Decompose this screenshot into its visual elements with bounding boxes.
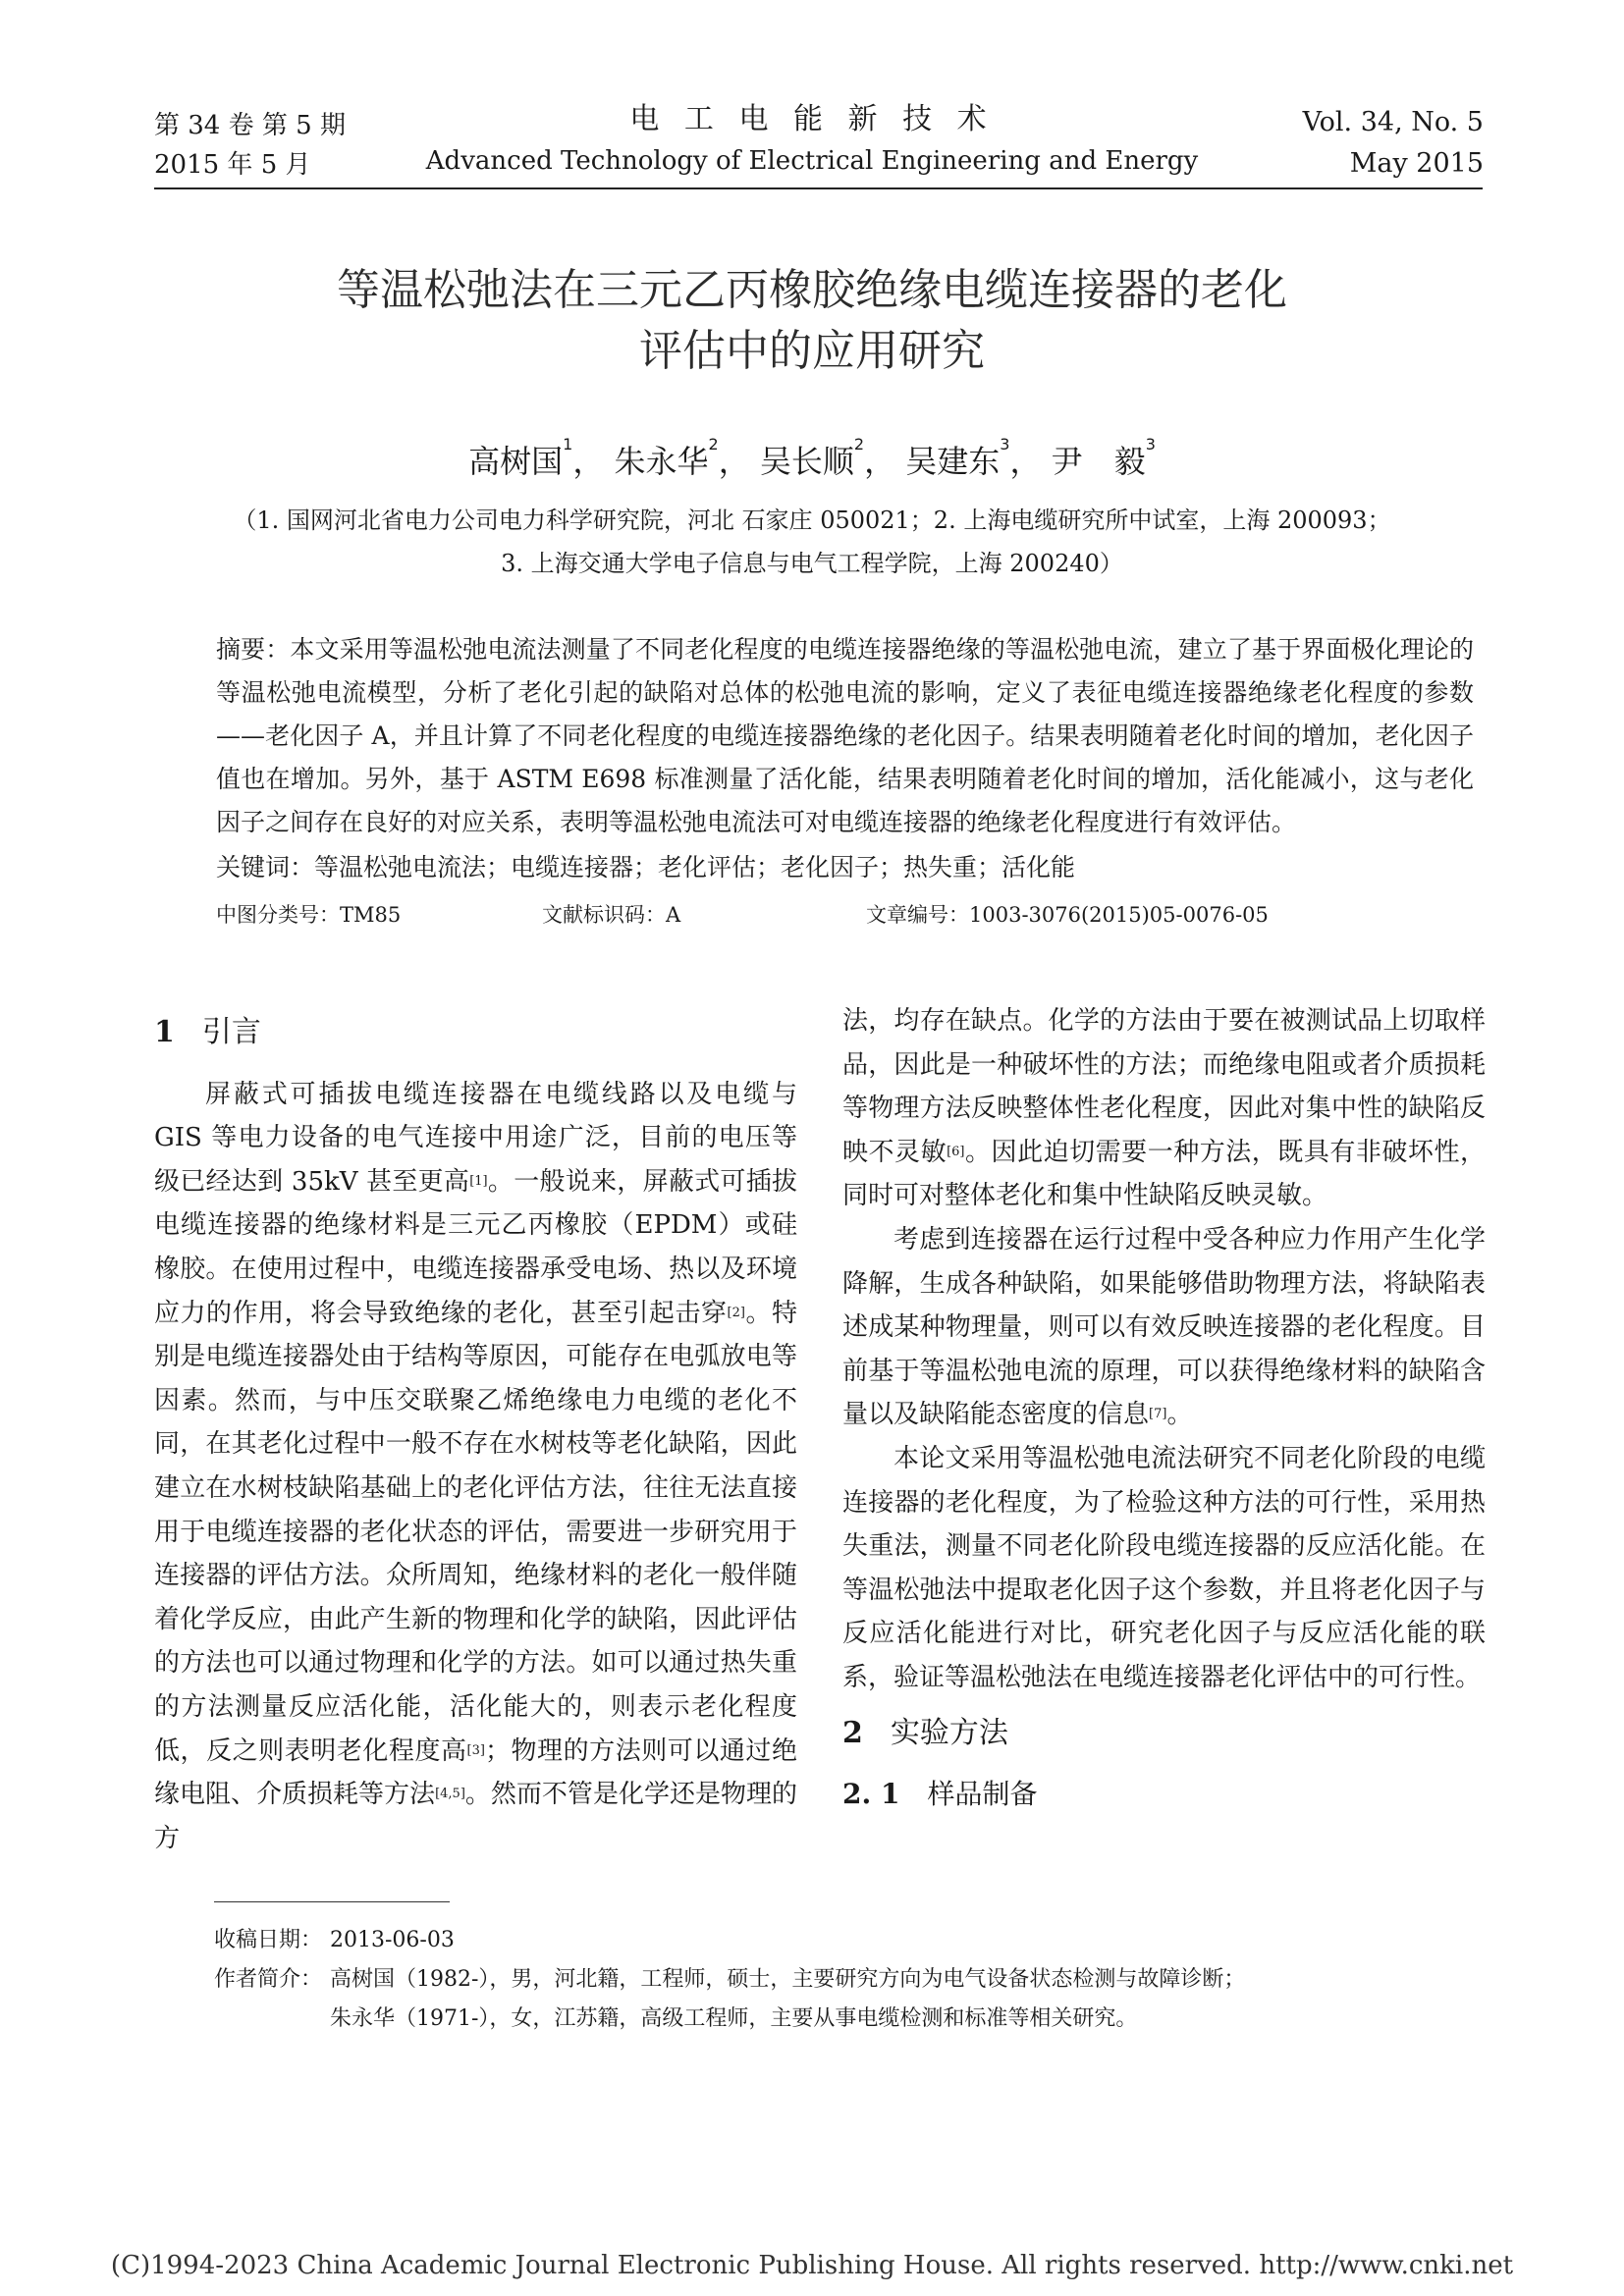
paper-title xyxy=(0,260,1624,382)
author-sup: 3 xyxy=(1000,435,1010,454)
date-cn: 2015 年 5 月 xyxy=(154,150,311,180)
doc-code-value: A xyxy=(666,903,681,927)
text-run: 考虑到连接器在运行过程中受各种应力作用产生化学降解，生成各种缺陷，如果能够借助物理方法，将缺陷表述成某种物理量，则可以有效反映连接器的老化程度。目前基于等温松弛电流的原理，可以获得绝缘材料的缺陷含量以及缺陷能态密度的信息 xyxy=(842,1224,1486,1430)
doc-code-label: 文献标识码： xyxy=(542,903,666,927)
subsection-number: 2. 1 xyxy=(842,1778,900,1811)
author-name: 尹 毅 xyxy=(1051,443,1146,480)
citation[interactable]: [7] xyxy=(1149,1407,1167,1422)
doc-code xyxy=(542,893,866,936)
author-bio-label: 作者简介： xyxy=(214,1967,323,1992)
text-run: ；物理的方法则可以通过绝缘电阻、介质损耗等方法 xyxy=(154,1735,797,1810)
section-title: 引言 xyxy=(201,1015,261,1049)
author-sup: 2 xyxy=(853,435,865,454)
author-sup: 1 xyxy=(563,435,573,454)
section-2-1-heading xyxy=(842,1773,1486,1817)
paragraph xyxy=(842,1218,1486,1437)
header-rule xyxy=(154,187,1483,189)
received-label: 收稿日期： xyxy=(214,1928,323,1952)
date-en: May 2015 xyxy=(1349,148,1484,179)
author-name: 朱永华 xyxy=(614,443,709,480)
keywords xyxy=(216,846,1474,889)
text-run: 。一般说来，屏蔽式可插拔电缆连接器的绝缘材料是三元乙丙橡胶（EPDM）或硅橡胶。在使用过程中，电缆连接器承受电场、热以及环境应力的作用，将会导致绝缘的老化，甚至引起击穿 xyxy=(154,1166,797,1328)
footnote-rule xyxy=(214,1901,450,1902)
text-run: 。 xyxy=(1166,1400,1193,1430)
clc-label: 中图分类号： xyxy=(216,903,340,927)
abstract-block xyxy=(216,628,1474,936)
journal-name-cn: 电 工 电 能 新 技 术 xyxy=(629,102,995,136)
citation[interactable]: [4,5] xyxy=(435,1787,465,1802)
affiliations xyxy=(0,499,1624,585)
clc-number xyxy=(216,893,542,936)
intro-paragraph-cont xyxy=(842,999,1486,1218)
abstract-text xyxy=(216,628,1474,844)
section-number: 1 xyxy=(154,1015,175,1049)
citation[interactable]: [2] xyxy=(727,1305,745,1320)
subsection-title: 样品制备 xyxy=(927,1778,1038,1811)
article-no-value: 1003-3076(2015)05-0076-05 xyxy=(969,903,1269,927)
article-no-label: 文章编号： xyxy=(866,903,969,927)
keywords-list: 等温松弛电流法；电缆连接器；老化评估；老化因子；热失重；活化能 xyxy=(314,853,1076,881)
classification-row xyxy=(216,893,1474,936)
journal-name-en: Advanced Technology of Electrical Engineering and Energy xyxy=(425,146,1199,176)
affiliation-line-1: （1. 国网河北省电力公司电力科学研究院，河北 石家庄 050021；2. 上海电缆研究所中试室，上海 200093； xyxy=(233,507,1391,534)
author-name: 吴建东 xyxy=(905,443,1001,480)
volume-cn: 第 34 卷 第 5 期 xyxy=(154,111,346,140)
copyright-line: (C)1994-2023 China Academic Journal Electronic Publishing House. All rights reserved. http://www.cnki.net xyxy=(110,2251,1514,2280)
issue-info-en xyxy=(1303,102,1484,185)
received-date xyxy=(214,1921,1481,1960)
citation[interactable]: [1] xyxy=(469,1173,488,1189)
author-list: 高树国$^1$， 朱永华$^2$， 吴长顺$^2$， 吴建东$^3$， 尹 毅$^3$ xyxy=(468,435,1156,480)
title-line-2: 评估中的应用研究 xyxy=(639,326,985,376)
section-title: 实验方法 xyxy=(890,1715,1008,1750)
intro-paragraph xyxy=(154,1073,797,1861)
author-bio-1: 高树国（1982-），男，河北籍，工程师，硕士，主要研究方向为电气设备状态检测与故障诊断； xyxy=(330,1967,1246,1992)
citation[interactable]: [6] xyxy=(947,1144,965,1159)
right-column xyxy=(842,999,1486,1817)
volume-en: Vol. 34, No. 5 xyxy=(1302,107,1484,137)
section-2-heading xyxy=(842,1712,1486,1756)
text-run: 。特别是电缆连接器处由于结构等原因，可能存在电弧放电等因素。然而，与中压交联聚乙烯绝缘电力电缆的老化不同，在其老化过程中一般不存在水树枝等老化缺陷，因此建立在水树枝缺陷基础上的老化评估方法，往往无法直接用于电缆连接器的老化状态的评估，需要进一步研究用于连接器的评估方法。众所周知，绝缘材料的老化一般伴随着化学反应，由此产生新的物理和化学的缺陷，因此评估的方法也可以通过物理和化学的方法。如可以通过热失重的方法测量反应活化能，活化能大的，则表示老化程度低，反之则表明老化程度高 xyxy=(154,1298,797,1766)
keywords-label: 关键词： xyxy=(216,853,315,881)
affiliation-line-2: 3. 上海交通大学电子信息与电气工程学院，上海 200240） xyxy=(501,550,1123,577)
footnotes xyxy=(214,1921,1481,2039)
left-column xyxy=(154,999,797,1860)
author-bio-2: 朱永华（1971-），女，江苏籍，高级工程师，主要从事电缆检测和标准等相关研究。 xyxy=(330,2006,1138,2031)
text-run: 屏蔽式可插拔电缆连接器在电缆线路以及电缆与 GIS 等电力设备的电气连接中用途广泛，目前的电压等级已经达到 35kV 甚至更高 xyxy=(154,1079,797,1197)
section-1-heading xyxy=(154,1011,797,1055)
author-name: 吴长顺 xyxy=(759,443,854,480)
author-sup: 3 xyxy=(1145,435,1156,454)
abstract-body: 本文采用等温松弛电流法测量了不同老化程度的电缆连接器绝缘的等温松弛电流，建立了基于界面极化理论的等温松弛电流模型，分析了老化引起的缺陷对总体的松弛电流的影响，定义了表征电缆连接器绝缘老化程度的参数——老化因子 A，并且计算了不同老化程度的电缆连接器绝缘的老化因子。结果表明随着老化时间的增加，老化因子值也在增加。另外，基于 ASTM E698 标准测量了活化能，结果表明随着老化时间的增加，活化能减小，这与老化因子之间存在良好的对应关系，表明等温松弛电流法可对电缆连接器的绝缘老化程度进行有效评估。 xyxy=(216,635,1474,836)
section-number: 2 xyxy=(842,1715,863,1750)
citation[interactable]: [3] xyxy=(466,1742,485,1758)
text-run: 。因此迫切需要一种方法，既具有非破坏性，同时可对整体老化和集中性缺陷反映灵敏。 xyxy=(842,1137,1486,1211)
clc-value: TM85 xyxy=(340,903,402,927)
author-sup: 2 xyxy=(708,435,719,454)
received-value: 2013-06-03 xyxy=(330,1928,455,1952)
paragraph: 本论文采用等温松弛电流法研究不同老化阶段的电缆连接器的老化程度，为了检验这种方法的可行性，采用热失重法，测量不同老化阶段电缆连接器的反应活化能。在等温松弛法中提取老化因子这个参数，并且将老化因子与反应活化能进行对比，研究老化因子与反应活化能的联系，验证等温松弛法在电缆连接器老化评估中的可行性。 xyxy=(842,1443,1486,1692)
abstract-label: 摘要： xyxy=(216,635,291,664)
author-bio xyxy=(214,1960,1481,2000)
text-run: 法，均存在缺点。化学的方法由于要在被测试品上切取样品，因此是一种破坏性的方法；而绝缘电阻或者介质损耗等物理方法反映整体性老化程度，因此对集中性的缺陷反映不灵敏 xyxy=(842,1006,1486,1167)
title-line-1: 等温松弛法在三元乙丙橡胶绝缘电缆连接器的老化 xyxy=(337,265,1287,315)
author-name: 高树国 xyxy=(468,443,564,480)
text-run: 。然而不管是化学还是物理的方 xyxy=(154,1780,797,1853)
article-number xyxy=(866,893,1269,936)
